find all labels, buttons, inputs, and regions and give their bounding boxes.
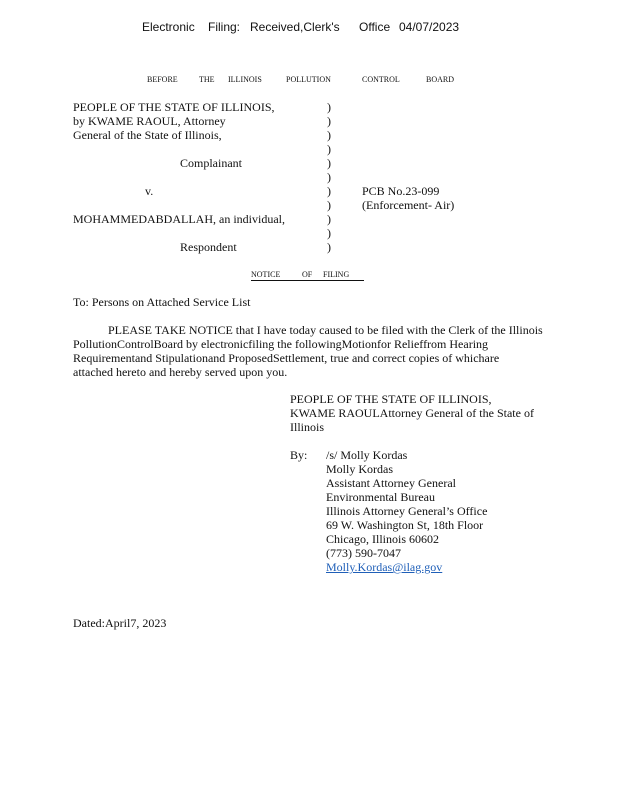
- notice-title-word: NOTICE: [251, 270, 281, 279]
- caption-paren: ): [327, 114, 331, 128]
- versus-label: v.: [145, 184, 154, 198]
- notice-title-word: OF: [302, 270, 313, 279]
- caption-paren: ): [327, 212, 331, 226]
- notice-title-underline: [251, 280, 364, 281]
- caption-paren: ): [327, 240, 331, 254]
- signer-bureau: Environmental Bureau: [326, 490, 435, 504]
- caption-parenthesis-column: [327, 100, 331, 254]
- caption-paren: ): [327, 128, 331, 142]
- complainant-party: [73, 100, 275, 142]
- signer-office: Illinois Attorney General’s Office: [326, 504, 488, 518]
- filing-stamp-date: 04/07/2023: [399, 20, 460, 34]
- body-line: Requirementand Stipulationand ProposedSettlement, true and correct copies of whichare: [73, 351, 500, 365]
- board-title-word: THE: [199, 75, 215, 84]
- signer-street: 69 W. Washington St, 18th Floor: [326, 518, 484, 532]
- e-signature: /s/ Molly Kordas: [326, 448, 408, 462]
- filing-stamp-office: Office: [359, 20, 391, 34]
- body-line: PLEASE TAKE NOTICE that I have today caused to be filed with the Clerk of the Illinois: [108, 323, 543, 337]
- signer-details: [326, 448, 487, 574]
- board-title-word: ILLINOIS: [228, 75, 262, 84]
- signer-title: Assistant Attorney General: [326, 476, 456, 490]
- filing-stamp-filing: Filing:: [208, 20, 241, 34]
- complainant-line: by KWAME RAOUL, Attorney: [73, 114, 226, 128]
- caption-paren: ): [327, 170, 331, 184]
- board-title-word: BEFORE: [147, 75, 178, 84]
- by-label: By:: [290, 448, 308, 462]
- body-line: PollutionControlBoard by electronicfiling the followingMotionfor Relieffrom Hearing: [73, 337, 489, 351]
- signer-phone: (773) 590-7047: [326, 546, 401, 560]
- signature-party-line: Illinois: [290, 420, 325, 434]
- caption-paren: ): [327, 100, 331, 114]
- board-title-word: POLLUTION: [286, 75, 331, 84]
- board-title-word: CONTROL: [362, 75, 400, 84]
- notice-title-word: FILING: [323, 270, 350, 279]
- caption-paren: ): [327, 184, 331, 198]
- board-title-word: BOARD: [426, 75, 455, 84]
- case-number: PCB No.23-099: [362, 184, 440, 198]
- signature-party: [290, 392, 534, 434]
- signature-party-line: KWAME RAOULAttorney General of the State of: [290, 406, 534, 420]
- signer-name: Molly Kordas: [326, 462, 393, 476]
- respondent-label: Respondent: [180, 240, 237, 254]
- notice-body-paragraph: [73, 323, 613, 379]
- filing-stamp-electronic: Electronic: [142, 20, 195, 34]
- respondent-name: MOHAMMEDABDALLAH, an individual,: [73, 212, 285, 226]
- signer-city: Chicago, Illinois 60602: [326, 532, 439, 546]
- caption-paren: ): [327, 226, 331, 240]
- complainant-line: General of the State of Illinois,: [73, 128, 222, 142]
- signature-party-line: PEOPLE OF THE STATE OF ILLINOIS,: [290, 392, 492, 406]
- to-line: To: Persons on Attached Service List: [73, 295, 251, 309]
- signer-email-link[interactable]: Molly.Kordas@ilag.gov: [326, 560, 443, 574]
- caption-paren: ): [327, 156, 331, 170]
- dated-line: Dated:April7, 2023: [73, 616, 167, 630]
- filing-stamp-received: Received,Clerk's: [250, 20, 340, 34]
- complainant-label: Complainant: [180, 156, 242, 170]
- complainant-line: PEOPLE OF THE STATE OF ILLINOIS,: [73, 100, 275, 114]
- case-type: (Enforcement- Air): [362, 198, 455, 212]
- caption-paren: ): [327, 198, 331, 212]
- caption-paren: ): [327, 142, 331, 156]
- body-line: attached hereto and hereby served upon you.: [73, 365, 288, 379]
